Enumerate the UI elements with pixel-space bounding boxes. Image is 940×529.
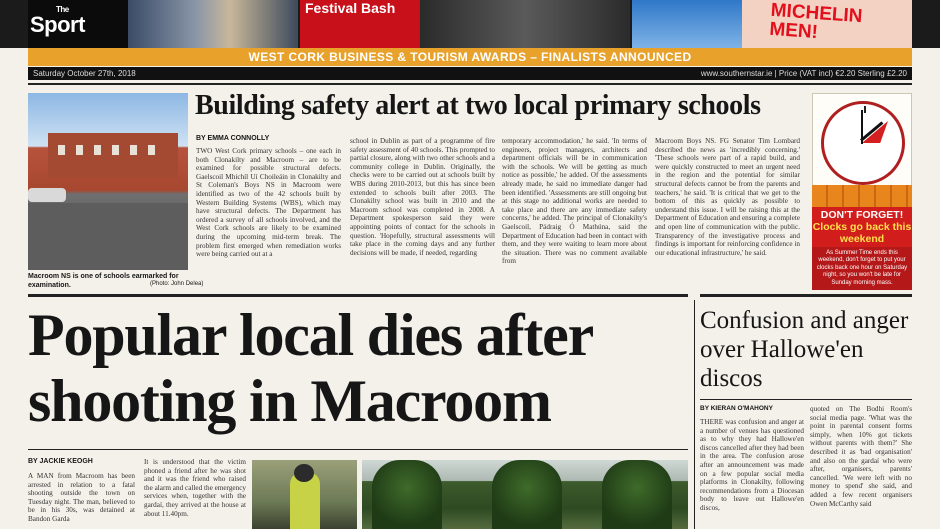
promo-photo-1[interactable]	[128, 0, 298, 48]
issue-date: Saturday October 27th, 2018	[33, 69, 136, 78]
garda-head	[294, 464, 314, 482]
promo-photo-2-image	[420, 0, 630, 48]
story1-column-2: school in Dublin as part of a programme of fire safety assessment of 40 schools. This prompted to partial closure, along with two other schools and a community college in Dublin. Originally, the checks were to be carried out at schools built by WBS during 2010-2013, but this has since been extended to schools built after 2003. The Clonakilty school was built in 2010 and the Macroom school was completed in 2008. A Department spokesperson said they were appointing points of contact for the schools in question. 'Hopefully, structural assessments will take place in the coming days and any further decisions will be made, if needed, regarding	[350, 137, 495, 257]
tree	[372, 460, 442, 529]
story2-column-1: A MAN from Macroom has been arrested in relation to a fatal shooting outside the town on Tuesday night. The man, believed to be in his 30s, was detained at Bandon Garda	[28, 472, 135, 523]
sport-kicker: The	[56, 5, 69, 14]
window	[112, 145, 119, 155]
window	[58, 145, 65, 155]
awards-banner[interactable]: WEST CORK BUSINESS & TOURISM AWARDS – FINALISTS ANNOUNCED	[28, 48, 912, 66]
dateline-bar	[28, 67, 912, 80]
clock-icon	[821, 101, 905, 185]
promo-middle-text: Festival Bash	[305, 0, 396, 16]
tree	[492, 460, 562, 529]
divider	[28, 83, 912, 85]
main-headline[interactable]: Popular local dies after shooting in Macroom	[28, 302, 592, 434]
divider	[28, 294, 688, 297]
pumpkin-icon	[812, 185, 912, 207]
advert-body: As Summer Time ends this weekend, don't forget to put your clocks back one hour on Saturday night, so you won't be late for Sunday morning mass.	[812, 247, 912, 290]
story3-column-2: quoted on The Bodhi Room's social media page. 'What was the point in parental consent forms simply, when 10% got tickets without parents with them?' She described it as 'bad organisation' and also on the gardaí who were after, organisers, parents' cancelled. 'We were left with no money to spend' she said, and added a few recent organisers Owen McCarthy said	[810, 405, 912, 508]
promo-photo-3[interactable]	[632, 0, 742, 48]
road	[28, 203, 188, 270]
story1-column-4: Macroom Boys NS. FG Senator Tim Lombard described the news as 'incredibly concerning.' 'These schools were part of a rapid build, and were quickly constructed to meet an urgent need in the region and the potential for similar structural defects cannot be from the parents and teachers,' he said. 'It is critical that we get to the bottom of this as quickly as possible to understand this issue. I will be raising this at the Department of Education and ensuring a complete and open line of communication with the public. Transparency of the investigative process and findings is important for reinforcing confidence in our educational infrastructure,' he said.	[655, 137, 800, 257]
advert-title: DON'T FORGET!	[820, 209, 904, 221]
story3-byline: BY KIERAN O'MAHONY	[700, 405, 773, 412]
tree	[602, 460, 672, 529]
clock-tick	[864, 106, 866, 113]
story1-column-3: temporary accommodation,' he said. 'In terms of engineers, project managers, architects and department officials will be in communication with the schools. We will be getting as much notice as possible,' he added. Of the assessments already made, he said no immediate danger had been identified. 'Assessments are still ongoing but at this stage no additional works are needed to take place and there are any immediate safety concerns,' he added. The principal of Clonakilty's Gaelscoil, Pádraig Ó Mathúna, said the Department of Education had been in contact with them, and they were waiting to learn more about the situation. There was no comment available from	[502, 137, 647, 266]
window	[94, 145, 101, 155]
parked-car	[28, 188, 66, 202]
story3-headline[interactable]: Confusion and anger over Hallowe'en discos	[700, 307, 909, 392]
window	[76, 145, 83, 155]
photo-credit: (Photo: John Delea)	[150, 281, 204, 287]
story2-byline: BY JACKIE KEOGH	[28, 458, 93, 465]
story3-column-1: THERE was confusion and anger at a number of venues has questioned as to why they had Hallowe'en discos cancelled after they had been in the area. The confusion arose after an announcement was made on a few popular social media platforms in Clonakilty, following recommendations from a Diocesan body to leave out Hallowe'en discos,	[700, 418, 804, 512]
site-price: www.southernstar.ie | Price (VAT incl) €2.20 Sterling £2.20	[700, 69, 907, 78]
story1-column-1: TWO West Cork primary schools – one each in both Clonakilty and Macroom – are to be examined for possible structural defects. Gaelscoil Mhichíl Uí Choileáin in Clonakilty and St Coleman's Boys NS in Macroom were identified as two of the 42 schools built by Western Building Systems (WBS), which may have structural defects. The Department has ordered a survey of all schools involved, and the West Cork schools are likely to be examined during the upcoming mid-term break. The problem first emerged when remediation works were being carried out at a	[196, 147, 341, 259]
promo-right-text: MICHELIN MEN!	[768, 0, 864, 44]
school-building	[48, 133, 178, 178]
advert-headline	[812, 207, 912, 247]
window	[148, 145, 155, 155]
story2-column-2: It is understood that the victim phoned a friend after he was shot and it was the friend who raised the alarm and called the emergency services when, together with the gardaí, they arrived at the house at about 11.40pm.	[144, 458, 246, 518]
divider	[700, 294, 912, 297]
sport-label: Sport	[30, 12, 85, 37]
divider	[700, 399, 912, 400]
advert-subtitle: Clocks go back this weekend	[812, 221, 912, 245]
photo-caption: Macroom NS is one of schools earmarked for examination.	[28, 273, 179, 289]
garda-photo[interactable]	[252, 460, 357, 529]
story1-byline: BY EMMA CONNOLLY	[196, 135, 270, 142]
window	[130, 145, 137, 155]
scene-photo[interactable]	[362, 460, 688, 529]
sport-logo	[30, 5, 85, 38]
school-photo[interactable]	[28, 93, 188, 270]
story1-headline[interactable]: Building safety alert at two local primary schools	[195, 90, 761, 121]
divider	[28, 449, 688, 450]
